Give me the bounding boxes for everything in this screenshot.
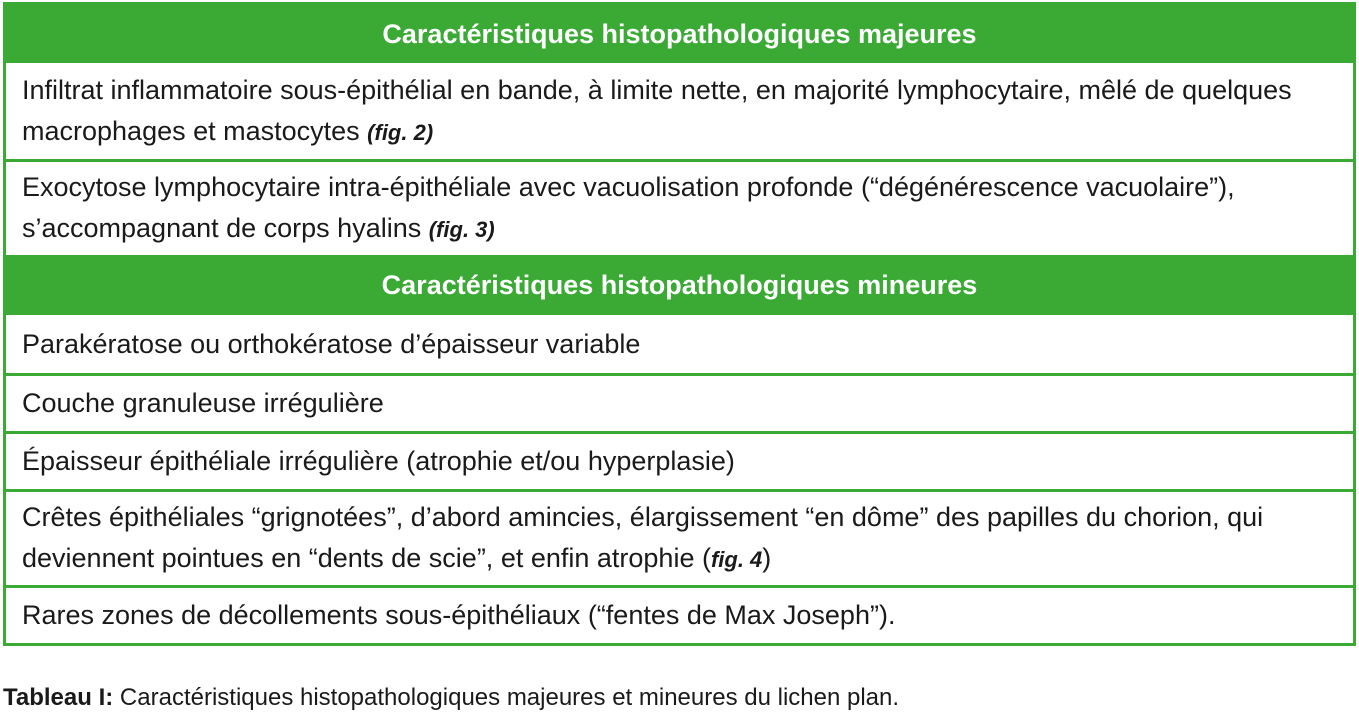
table-row [6, 63, 1353, 159]
table-row [6, 585, 1353, 643]
row-text: Épaisseur épithéliale irrégulière (atrophie et/ou hyperplasie) [22, 446, 735, 476]
caption-text: Caractéristiques histopathologiques majeures et mineures du lichen plan. [113, 684, 900, 711]
row-text: Infiltrat inflammatoire sous-épithélial en bande, à limite nette, en majorité lymphocytaire, mêlé de quelques macrophages et mastocytes [22, 74, 1292, 146]
row-text-end: ) [762, 543, 772, 573]
row-text: Parakératose ou orthokératose d’épaisseur variable [22, 328, 641, 359]
table-row [6, 315, 1353, 373]
caption-label: Tableau I: [3, 684, 114, 711]
histopathology-table [3, 2, 1356, 646]
row-text: Crêtes épithéliales “grignotées”, d’abord amincies, élargissement “en dôme” des papilles du chorion, qui deviennent pointues en “dents de scie”, et enfin atrophie ( [22, 502, 1264, 573]
section-header-majeures: Caractéristiques histopathologiques majeures [6, 5, 1353, 63]
figure-reference: (fig. 2) [367, 119, 434, 145]
table-row [6, 159, 1353, 255]
figure-reference: fig. 4 [710, 547, 763, 572]
figure-reference: (fig. 3) [428, 217, 495, 242]
row-text: Couche granuleuse irrégulière [22, 388, 384, 418]
section-header-mineures: Caractéristiques histopathologiques mineures [6, 255, 1353, 315]
table-row [6, 489, 1353, 585]
row-text: Rares zones de décollements sous-épithéliaux (“fentes de Max Joseph”). [22, 600, 896, 630]
table-caption [3, 684, 899, 712]
table-row [6, 431, 1353, 489]
row-text: Exocytose lymphocytaire intra-épithéliale avec vacuolisation profonde (“dégénérescence vacuolaire”), s’accompagnant de corps hyalins [22, 172, 1235, 243]
table-row [6, 373, 1353, 431]
